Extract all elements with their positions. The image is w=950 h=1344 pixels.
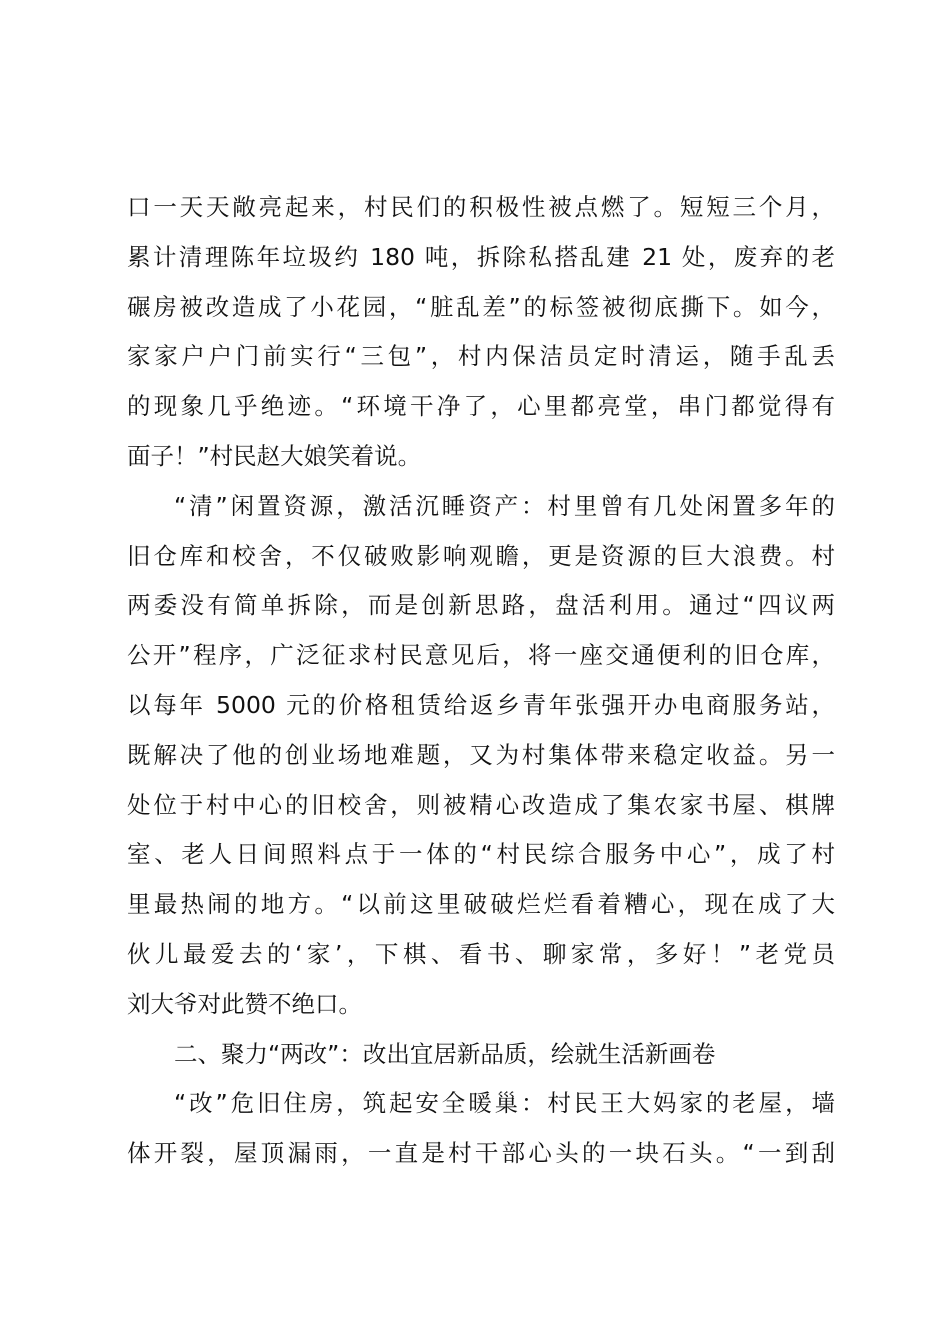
paragraph-idle-resources	[127, 482, 835, 1030]
text-line: 碾房被改造成了小花园，“脏乱差”的标签被彻底撕下。如今，	[127, 292, 835, 321]
text-line: 刘大爷对此赞不绝口。	[127, 989, 362, 1018]
text-line: 室、老人日间照料点于一体的“村民综合服务中心”，成了村	[127, 840, 835, 869]
text-line: 公开”程序，广泛征求村民意见后，将一座交通便利的旧仓库，	[127, 641, 835, 670]
text-line: 旧仓库和校舍，不仅破败影响观瞻，更是资源的巨大浪费。村	[127, 541, 835, 570]
text-line: 里最热闹的地方。“以前这里破破烂烂看着糟心，现在成了大	[127, 890, 835, 919]
text-line: 口一天天敞亮起来，村民们的积极性被点燃了。短短三个月，	[127, 193, 835, 221]
text-line: 面子！”村民赵大娘笑着说。	[127, 441, 422, 470]
text-line: 处位于村中心的旧校舍，则被精心改造成了集农家书屋、棋牌	[127, 790, 835, 819]
document-body	[127, 183, 835, 1179]
text-line: 既解决了他的创业场地难题，又为村集体带来稳定收益。另一	[127, 740, 835, 769]
text-line: 的现象几乎绝迹。“环境干净了，心里都亮堂，串门都觉得有	[127, 392, 835, 421]
text-line: 以每年 5000 元的价格租赁给返乡青年张强开办电商服务站，	[127, 690, 835, 719]
section-heading	[127, 1030, 835, 1080]
paragraph-housing-renovation	[127, 1079, 835, 1179]
text-line: “清”闲置资源，激活沉睡资产：村里曾有几处闲置多年的	[174, 491, 835, 520]
text-line: “改”危旧住房，筑起安全暖巢：村民王大妈家的老屋，墙	[174, 1089, 835, 1118]
text-line: 伙儿最爱去的‘家’，下棋、看书、聊家常，多好！”老党员	[127, 939, 835, 968]
text-line: 体开裂，屋顶漏雨，一直是村干部心头的一块石头。“一到刮	[127, 1139, 835, 1168]
text-line: 累计清理陈年垃圾约 180 吨，拆除私搭乱建 21 处，废弃的老	[127, 242, 835, 271]
text-line: 两委没有简单拆除，而是创新思路，盘活利用。通过“四议两	[127, 591, 835, 620]
section-heading-text: 二、聚力“两改”：改出宜居新品质，绘就生活新画卷	[174, 1039, 716, 1068]
paragraph-environment-cleanup	[127, 183, 835, 482]
text-line: 家家户户门前实行“三包”，村内保洁员定时清运，随手乱丢	[127, 342, 835, 371]
